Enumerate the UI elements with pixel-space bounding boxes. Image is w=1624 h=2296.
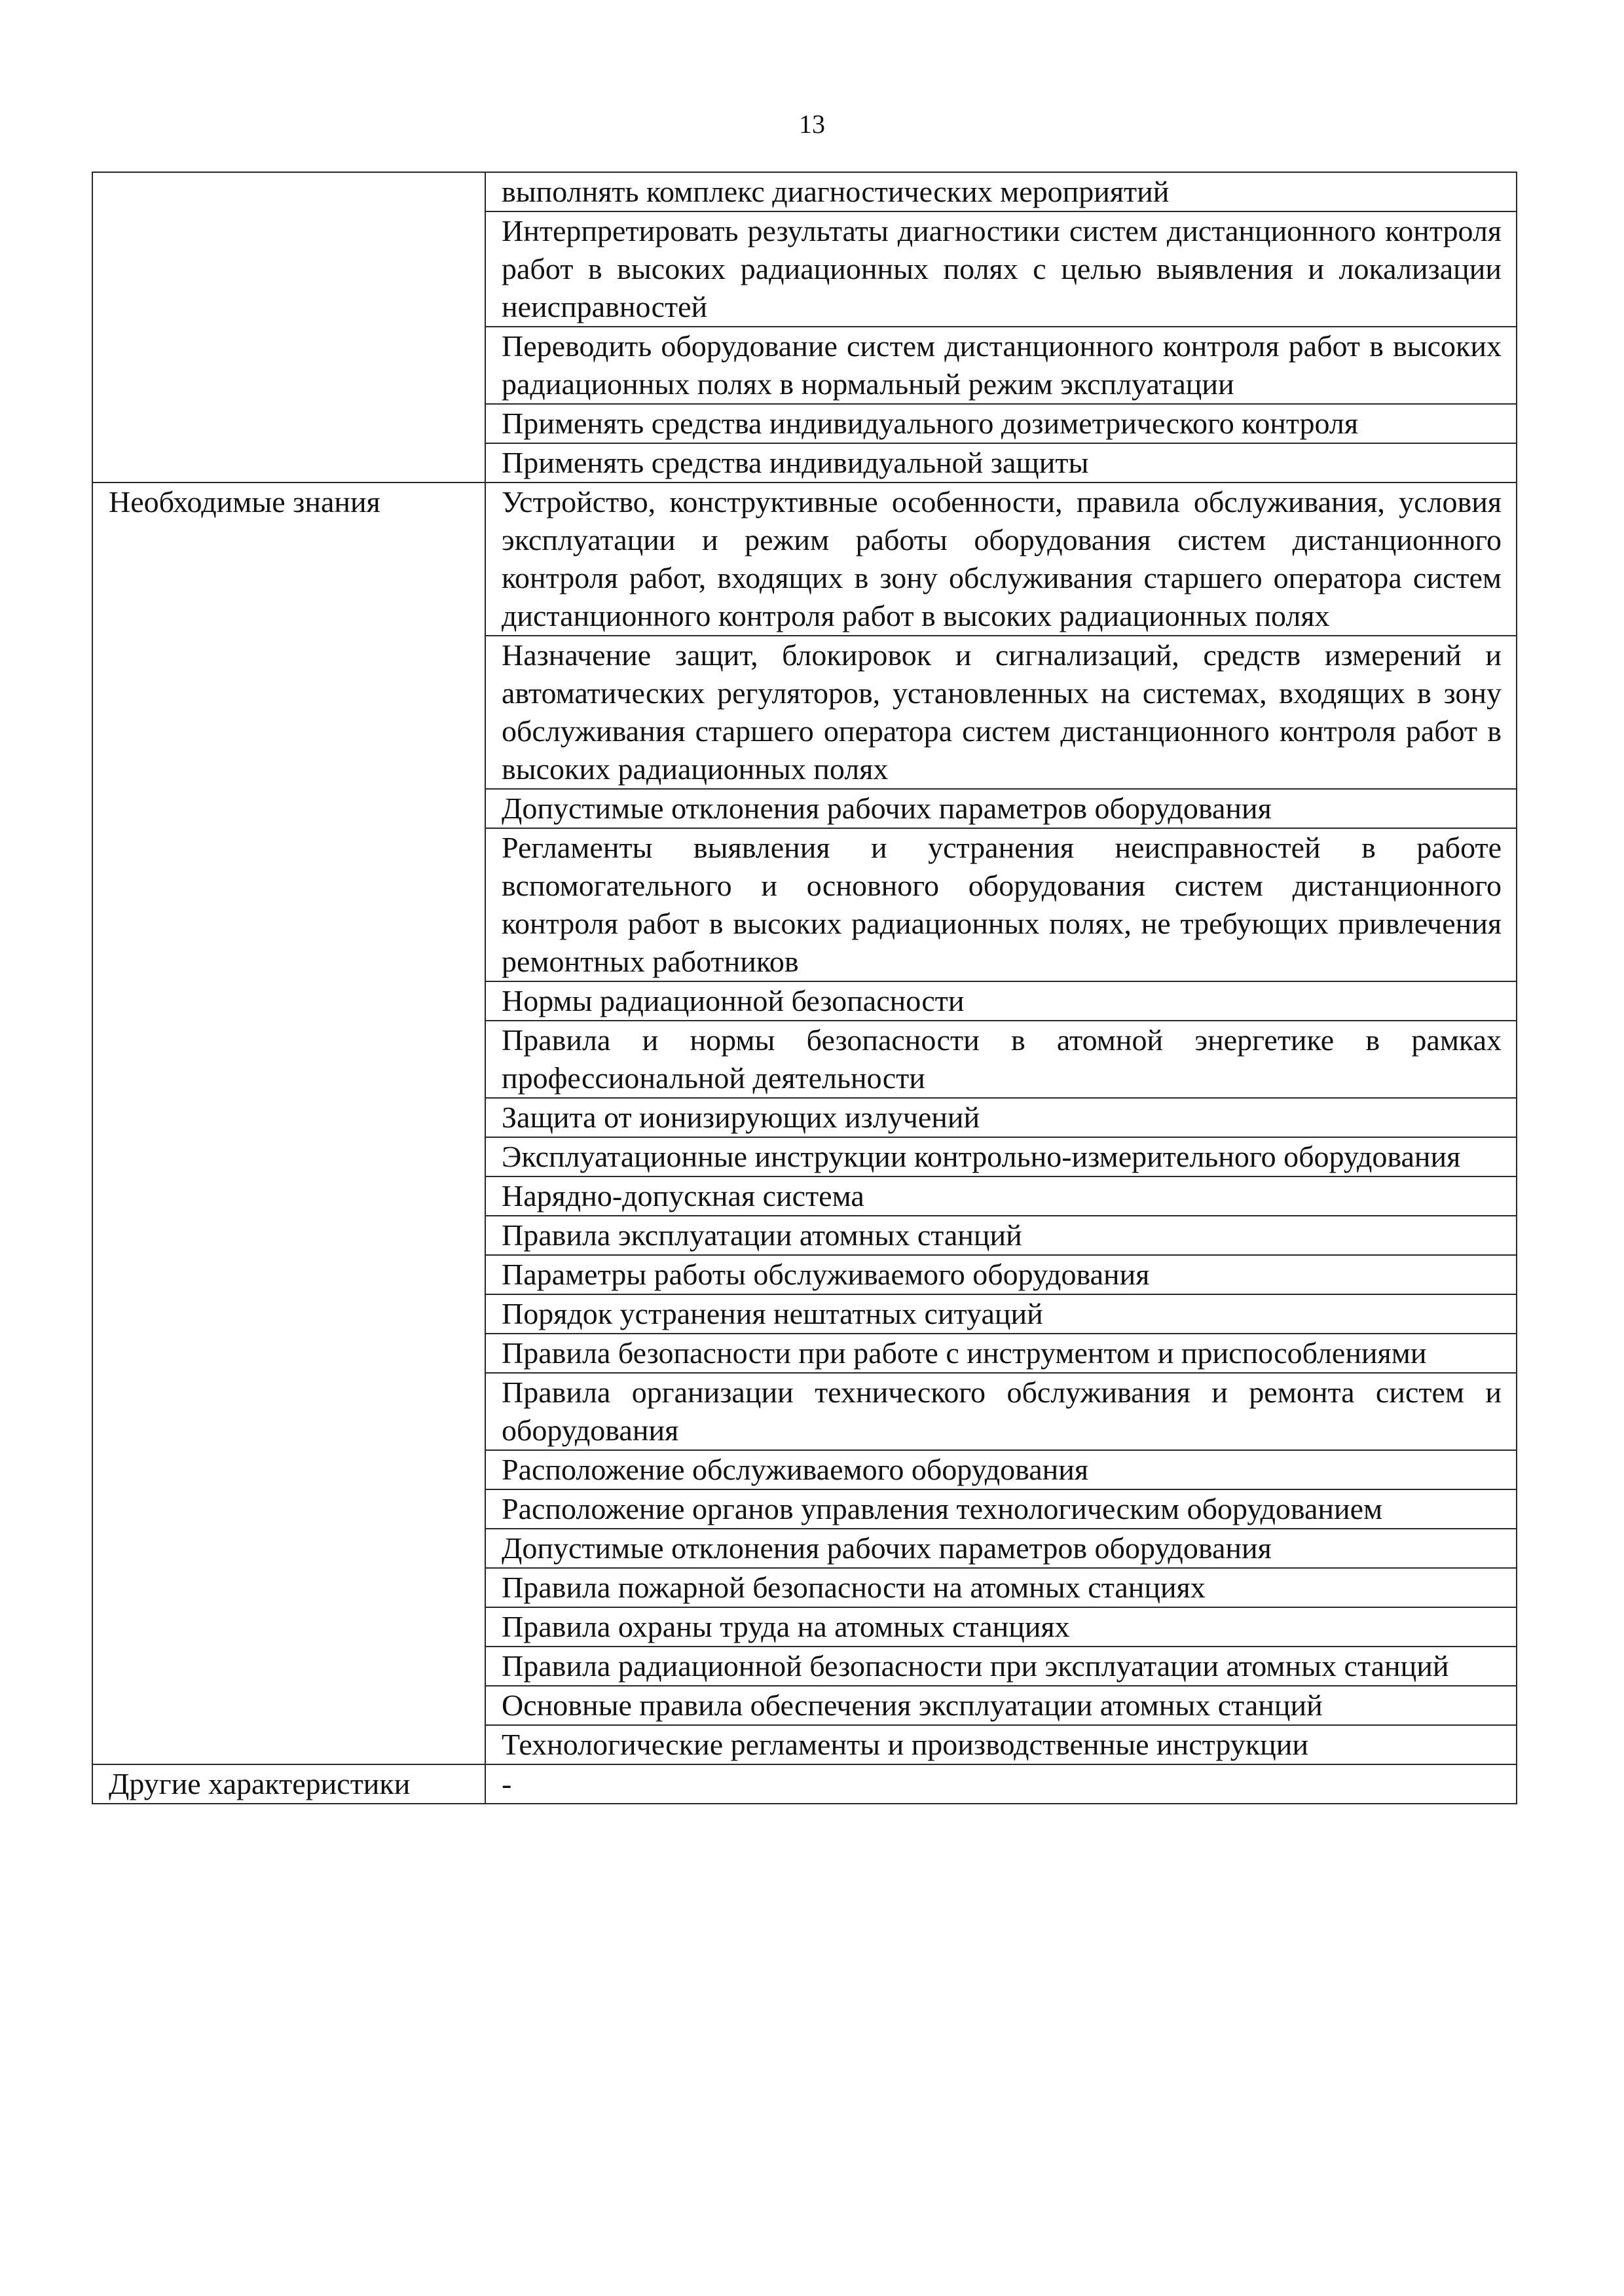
requirements-table <box>92 172 1517 1804</box>
knowledge-label: Необходимые знания <box>92 483 485 1764</box>
knowledge-item: Назначение защит, блокировок и сигнализаций, средств измерений и автоматических регуляторов, установленных на системах, входящих в зону обслуживания старшего оператора систем дистанционного контроля работ в высоких радиационных полях <box>485 636 1517 789</box>
knowledge-item: Правила организации технического обслуживания и ремонта систем и оборудования <box>485 1373 1517 1450</box>
knowledge-item: Порядок устранения нештатных ситуаций <box>485 1294 1517 1334</box>
knowledge-item: Технологические регламенты и производственные инструкции <box>485 1725 1517 1764</box>
knowledge-item: Параметры работы обслуживаемого оборудования <box>485 1255 1517 1294</box>
knowledge-item: Правила охраны труда на атомных станциях <box>485 1607 1517 1647</box>
knowledge-item: Расположение органов управления технологическим оборудованием <box>485 1489 1517 1529</box>
knowledge-item: Правила пожарной безопасности на атомных станциях <box>485 1568 1517 1607</box>
knowledge-item: Расположение обслуживаемого оборудования <box>485 1450 1517 1489</box>
table-row <box>92 172 1517 211</box>
knowledge-item: Правила радиационной безопасности при эксплуатации атомных станций <box>485 1647 1517 1686</box>
ability-item: Применять средства индивидуальной защиты <box>485 443 1517 483</box>
knowledge-item: Допустимые отклонения рабочих параметров оборудования <box>485 1529 1517 1568</box>
abilities-label-cell <box>92 172 485 483</box>
knowledge-item: Правила эксплуатации атомных станций <box>485 1216 1517 1255</box>
page-number: 13 <box>799 109 825 139</box>
knowledge-item: Регламенты выявления и устранения неисправностей в работе вспомогательного и основного оборудования систем дистанционного контроля работ в высоких радиационных полях, не требующих привлечения ремонтных работников <box>485 828 1517 981</box>
ability-item: Применять средства индивидуального дозиметрического контроля <box>485 404 1517 443</box>
knowledge-item: Правила и нормы безопасности в атомной энергетике в рамках профессиональной деятельности <box>485 1021 1517 1098</box>
other-label: Другие характеристики <box>92 1764 485 1804</box>
knowledge-item: Эксплуатационные инструкции контрольно-измерительного оборудования <box>485 1137 1517 1176</box>
ability-item: выполнять комплекс диагностических мероприятий <box>485 172 1517 211</box>
knowledge-item: Нарядно-допускная система <box>485 1176 1517 1216</box>
ability-item: Переводить оборудование систем дистанционного контроля работ в высоких радиационных полях в нормальный режим эксплуатации <box>485 327 1517 404</box>
knowledge-item: Правила безопасности при работе с инструментом и приспособлениями <box>485 1334 1517 1373</box>
knowledge-item: Защита от ионизирующих излучений <box>485 1098 1517 1137</box>
knowledge-item: Допустимые отклонения рабочих параметров оборудования <box>485 789 1517 828</box>
table-row <box>92 483 1517 636</box>
knowledge-item: Нормы радиационной безопасности <box>485 981 1517 1021</box>
ability-item: Интерпретировать результаты диагностики систем дистанционного контроля работ в высоких радиационных полях с целью выявления и локализации неисправностей <box>485 211 1517 327</box>
knowledge-item: Устройство, конструктивные особенности, правила обслуживания, условия эксплуатации и режим работы оборудования систем дистанционного контроля работ, входящих в зону обслуживания старшего оператора систем дистанционного контроля работ в высоких радиационных полях <box>485 483 1517 636</box>
knowledge-item: Основные правила обеспечения эксплуатации атомных станций <box>485 1686 1517 1725</box>
other-value: - <box>485 1764 1517 1804</box>
table-row <box>92 1764 1517 1804</box>
